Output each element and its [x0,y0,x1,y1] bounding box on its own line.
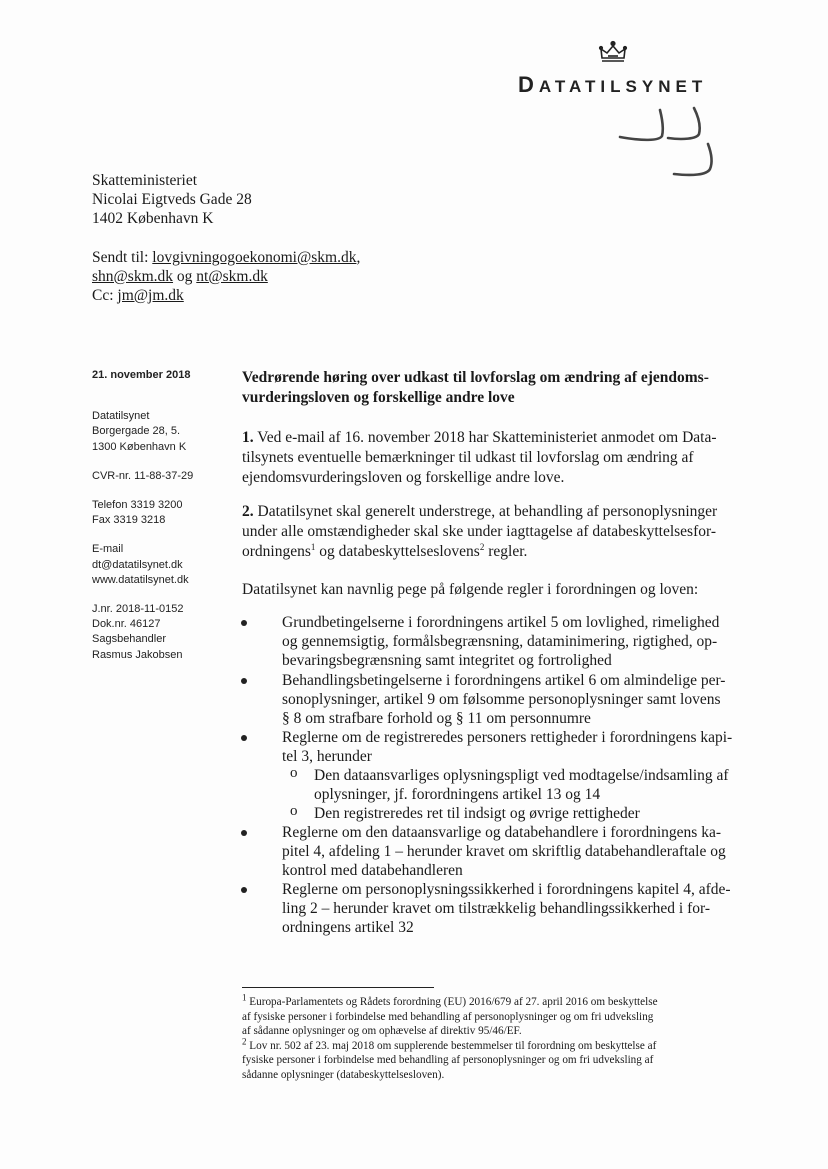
handwritten-initials [612,104,722,184]
letter-date: 21. november 2018 [92,369,191,381]
subject-line-2: vurderingsloven og forskellige andre love [242,389,515,406]
comma: , [356,249,361,266]
crown-icon [598,40,628,66]
paragraph-1 [242,428,748,488]
footnote-ref-1[interactable]: 1 [310,541,316,552]
bullet-4-line-3: kontrol med databehandleren [282,862,463,879]
paragraph-2-text-c: regler. [484,543,528,560]
recipient-city: 1402 København K [92,210,214,227]
sidebar-handler-label: Sagsbehandler [92,633,167,646]
footnote-1-line-1: Europa-Parlamentets og Rådets forordning (EU) 2016/679 af 27. april 2016 om beskyttelse [249,996,658,1008]
sent-to-label: Sendt til: [92,249,149,266]
sub-bullet-1-line-1: Den dataansvarliges oplysningspligt ved modtagelse/indsamling af [314,767,729,784]
sidebar-org: Datatilsynet [92,410,150,423]
sub-bullet-item-1 [314,766,748,804]
logo-rest: ATATILSYNET [538,77,708,96]
bullet-item-2 [282,671,748,728]
letter-subject [242,368,750,408]
sub-bullet-1-line-2: oplysninger, jf. forordningens artikel 13 og 14 [314,786,601,803]
email-link-lovgivning[interactable]: lovgivningogoekonomi@skm.dk [152,249,357,266]
sent-to-block [92,248,360,305]
footnote-2-line-2: fysiske personer i forbindelse med behandling af personoplysninger og om fri udveksling af [242,1054,654,1067]
paragraph-2-line-2: under alle omstændigheder skal ske under iagttagelse af databeskyttelsesfor- [242,523,717,540]
sub-bullet-2-line-1: Den registreredes ret til indsigt og øvrige rettigheder [314,805,640,822]
bullet-5-line-1: Reglerne om personoplysningssikkerhed i forordningens kapitel 4, afde- [282,881,731,898]
paragraph-1-line-1: Ved e-mail af 16. november 2018 har Skatteministeriet anmodet om Data- [257,429,717,446]
paragraph-1-number: 1. [242,429,254,446]
bullet-dot [241,678,247,684]
org-logo [518,72,748,98]
bullet-item-3 [282,728,748,766]
bullet-4-line-1: Reglerne om den dataansvarlige og databehandlere i forordningens ka- [282,824,721,841]
sub-bullet-item-2 [314,804,748,823]
sidebar-web[interactable]: www.datatilsynet.dk [92,573,189,586]
footnote-2-line-3: sådanne oplysninger (databeskyttelsesloven). [242,1068,445,1081]
paragraph-2-text-a: ordningens [242,543,311,560]
bullet-5-line-3: ordningens artikel 32 [282,919,414,936]
sidebar-doknr: Dok.nr. 46127 [92,618,161,631]
email-link-nt[interactable]: nt@skm.dk [196,268,268,285]
bullet-1-line-3: bevaringsbegrænsning samt integritet og fortrolighed [282,652,612,669]
paragraph-2-text-b: og databeskyttelseslovens [315,543,480,560]
bullet-dot [241,830,247,836]
paragraph-3: Datatilsynet kan navnlig pege på følgende regler i forordningen og loven: [242,581,699,598]
sidebar-fax: Fax 3319 3218 [92,514,166,527]
email-link-cc[interactable]: jm@jm.dk [117,287,184,304]
paragraph-2-line-1: Datatilsynet skal generelt understrege, at behandling af personoplysninger [257,503,718,520]
subject-line-1: Vedrørende høring over udkast til lovforslag om ændring af ejendoms- [242,369,709,386]
sidebar-phone: Telefon 3319 3200 [92,499,183,512]
sidebar-email-label: E-mail [92,543,124,556]
bullet-dot [241,887,247,893]
logo-initial: D [518,72,539,97]
footnote-2-line-1: Lov nr. 502 af 23. maj 2018 om supplerende bestemmelser til forordning om beskyttelse af [249,1039,657,1052]
bullet-5-line-2: ling 2 – herunder kravet om tilstrækkelig behandlingssikkerhed i for- [282,900,710,917]
recipient-address [92,171,252,228]
bullet-1-line-2: og gennemsigtig, formålsbegrænsning, dataminimering, rigtighed, op- [282,633,718,650]
bullet-2-line-3: § 8 om strafbare forhold og § 11 om personnumre [282,710,591,727]
bullet-1-line-1: Grundbetingelserne i forordningens artikel 5 om lovlighed, rimelighed [282,614,720,631]
cc-label: Cc: [92,287,114,304]
footnote-1-line-2: af fysiske personer i forbindelse med behandling af personoplysninger og om fri udveksling [242,1010,654,1023]
og-text: og [176,268,193,285]
bullet-item-1 [282,613,748,670]
sidebar-cvr: CVR-nr. 11-88-37-29 [92,469,194,482]
bullet-3-line-1: Reglerne om de registreredes personers rettigheder i forordningens kapi- [282,729,733,746]
paragraph-2 [242,502,748,562]
paragraph-1-line-3: ejendomsvurderingsloven og forskellige andre love. [242,469,565,486]
bullet-dot [241,735,247,741]
bullet-item-5 [282,880,748,937]
sidebar-handler: Rasmus Jakobsen [92,648,183,661]
footnotes [242,992,752,1083]
footnote-1-mark: 1 [242,992,247,1003]
sidebar-city: 1300 København K [92,440,187,453]
sidebar-street: Borgergade 28, 5. [92,425,181,438]
footnote-ref-2[interactable]: 2 [479,541,485,552]
sub-bullet-marker: o [290,765,298,781]
footnote-2-mark: 2 [242,1036,247,1047]
bullet-3-line-2: tel 3, herunder [282,748,372,765]
sidebar-email[interactable]: dt@datatilsynet.dk [92,558,183,571]
sub-bullet-marker: o [290,803,298,819]
bullet-2-line-2: sonoplysninger, artikel 9 om følsomme personoplysninger samt lovens [282,691,721,708]
bullet-item-4 [282,823,748,880]
recipient-street: Nicolai Eigtveds Gade 28 [92,191,252,208]
footnote-separator [242,987,434,988]
paragraph-2-number: 2. [242,503,254,520]
footnote-1-line-3: af sådanne oplysninger og om ophævelse af direktiv 95/46/EF. [242,1025,522,1038]
recipient-name: Skatteministeriet [92,172,198,189]
bullet-4-line-2: pitel 4, afdeling 1 – herunder kravet om skriftlig databehandleraftale og [282,843,726,860]
sidebar-jnr: J.nr. 2018-11-0152 [92,603,184,616]
bullet-2-line-1: Behandlingsbetingelserne i forordningens artikel 6 om almindelige per- [282,672,726,689]
sidebar-info [92,368,232,663]
email-link-shn[interactable]: shn@skm.dk [92,268,174,285]
paragraph-1-line-2: tilsynets eventuelle bemærkninger til udkast til lovforslag om ændring af [242,449,694,466]
bullet-dot [241,620,247,626]
